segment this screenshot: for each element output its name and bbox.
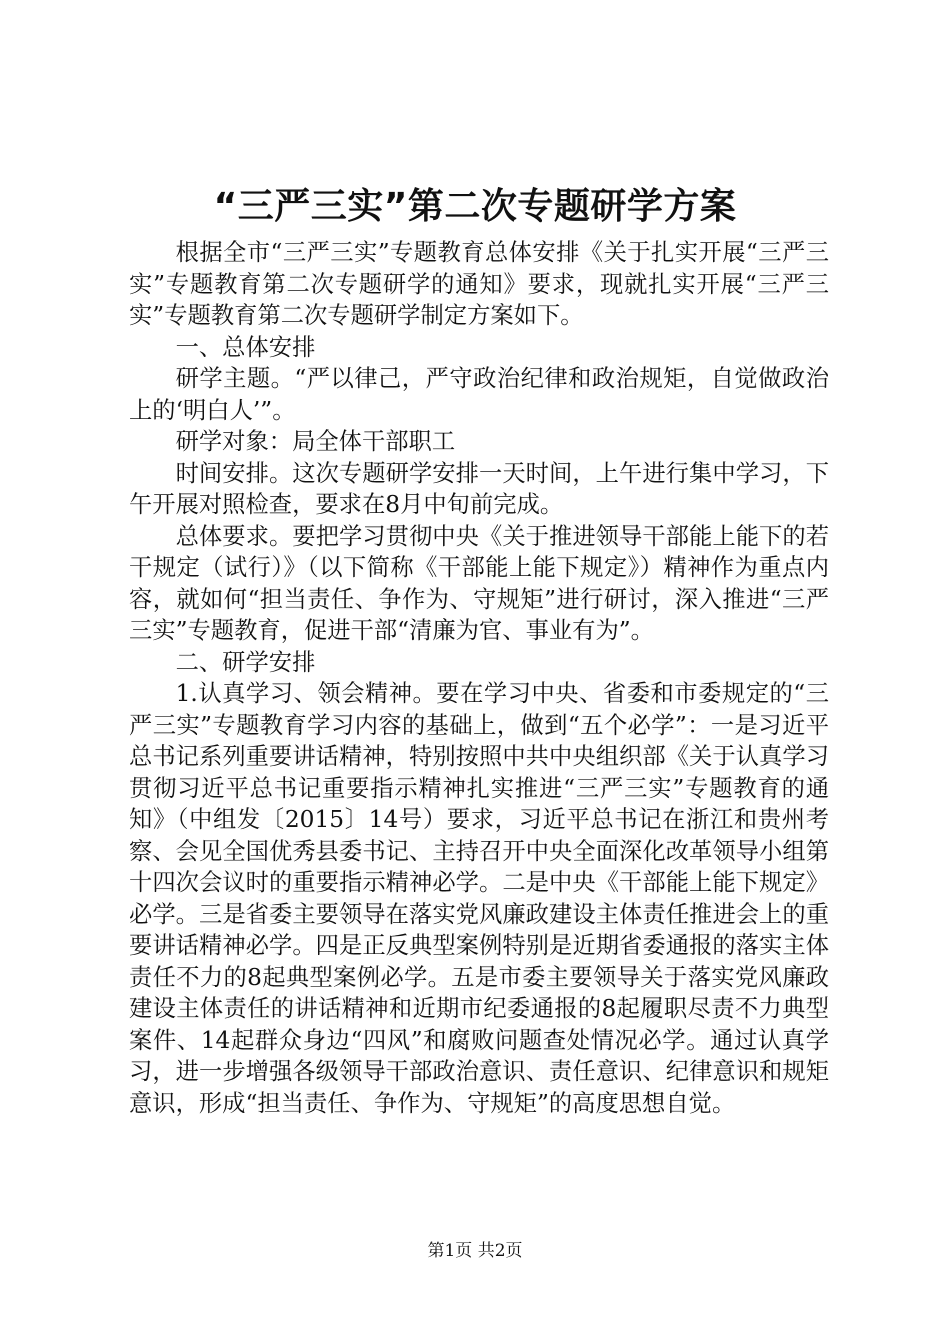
paragraph-requirements: 总体要求。要把学习贯彻中央《关于推进领导干部能上能下的若干规定（试行）》（以下简称《干部能上能下规定》）精神作为重点内容，就如何“担当责任、争作为、守规矩”进行研讨，深入推进“三严三实”专题教育，促进干部“清廉为官、事业有为”。	[129, 522, 829, 644]
paragraph-audience: 研学对象：局全体干部职工	[175, 428, 456, 455]
paragraph-schedule: 时间安排。这次专题研学安排一天时间，上午进行集中学习，下午开展对照检查，要求在8月中旬前完成。	[129, 459, 829, 518]
document-body	[129, 237, 829, 1119]
section-heading-arrangement: 二、研学安排	[175, 648, 316, 676]
section-heading-overall: 一、总体安排	[175, 333, 316, 361]
paragraph-theme: 研学主题。“严以律己，严守政治纪律和政治规矩，自觉做政治上的‘明白人’”。	[129, 365, 829, 424]
document-title: “三严三实”第二次专题研学方案	[213, 186, 737, 227]
page-number-footer: 第1页 共2页	[427, 1241, 523, 1261]
paragraph-study: 1.认真学习、领会精神。要在学习中央、省委和市委规定的“三严三实”专题教育学习内容的基础上，做到“五个必学”：一是习近平总书记系列重要讲话精神，特别按照中共中央组织部《关于认真学习贯彻习近平总书记重要指示精神扎实推进“三严三实”专题教育的通知》（中组发〔2015〕14号）要求，习近平总书记在浙江和贵州考察、会见全国优秀县委书记、主持召开中央全面深化改革领导小组第十四次会议时的重要指示精神必学。二是中央《干部能上能下规定》必学。三是省委主要领导在落实党风廉政建设主体责任推进会上的重要讲话精神必学。四是正反典型案例特别是近期省委通报的落实主体责任不力的8起典型案例必学。五是市委主要领导关于落实党风廉政建设主体责任的讲话精神和近期市纪委通报的8起履职尽责不力典型案件、14起群众身边“四风”和腐败问题查处情况必学。通过认真学习，进一步增强各级领导干部政治意识、责任意识、纪律意识和规矩意识，形成“担当责任、争作为、守规矩”的高度思想自觉。	[129, 680, 829, 1117]
paragraph-intro: 根据全市“三严三实”专题教育总体安排《关于扎实开展“三严三实”专题教育第二次专题研学的通知》要求，现就扎实开展“三严三实”专题教育第二次专题研学制定方案如下。	[129, 239, 829, 329]
